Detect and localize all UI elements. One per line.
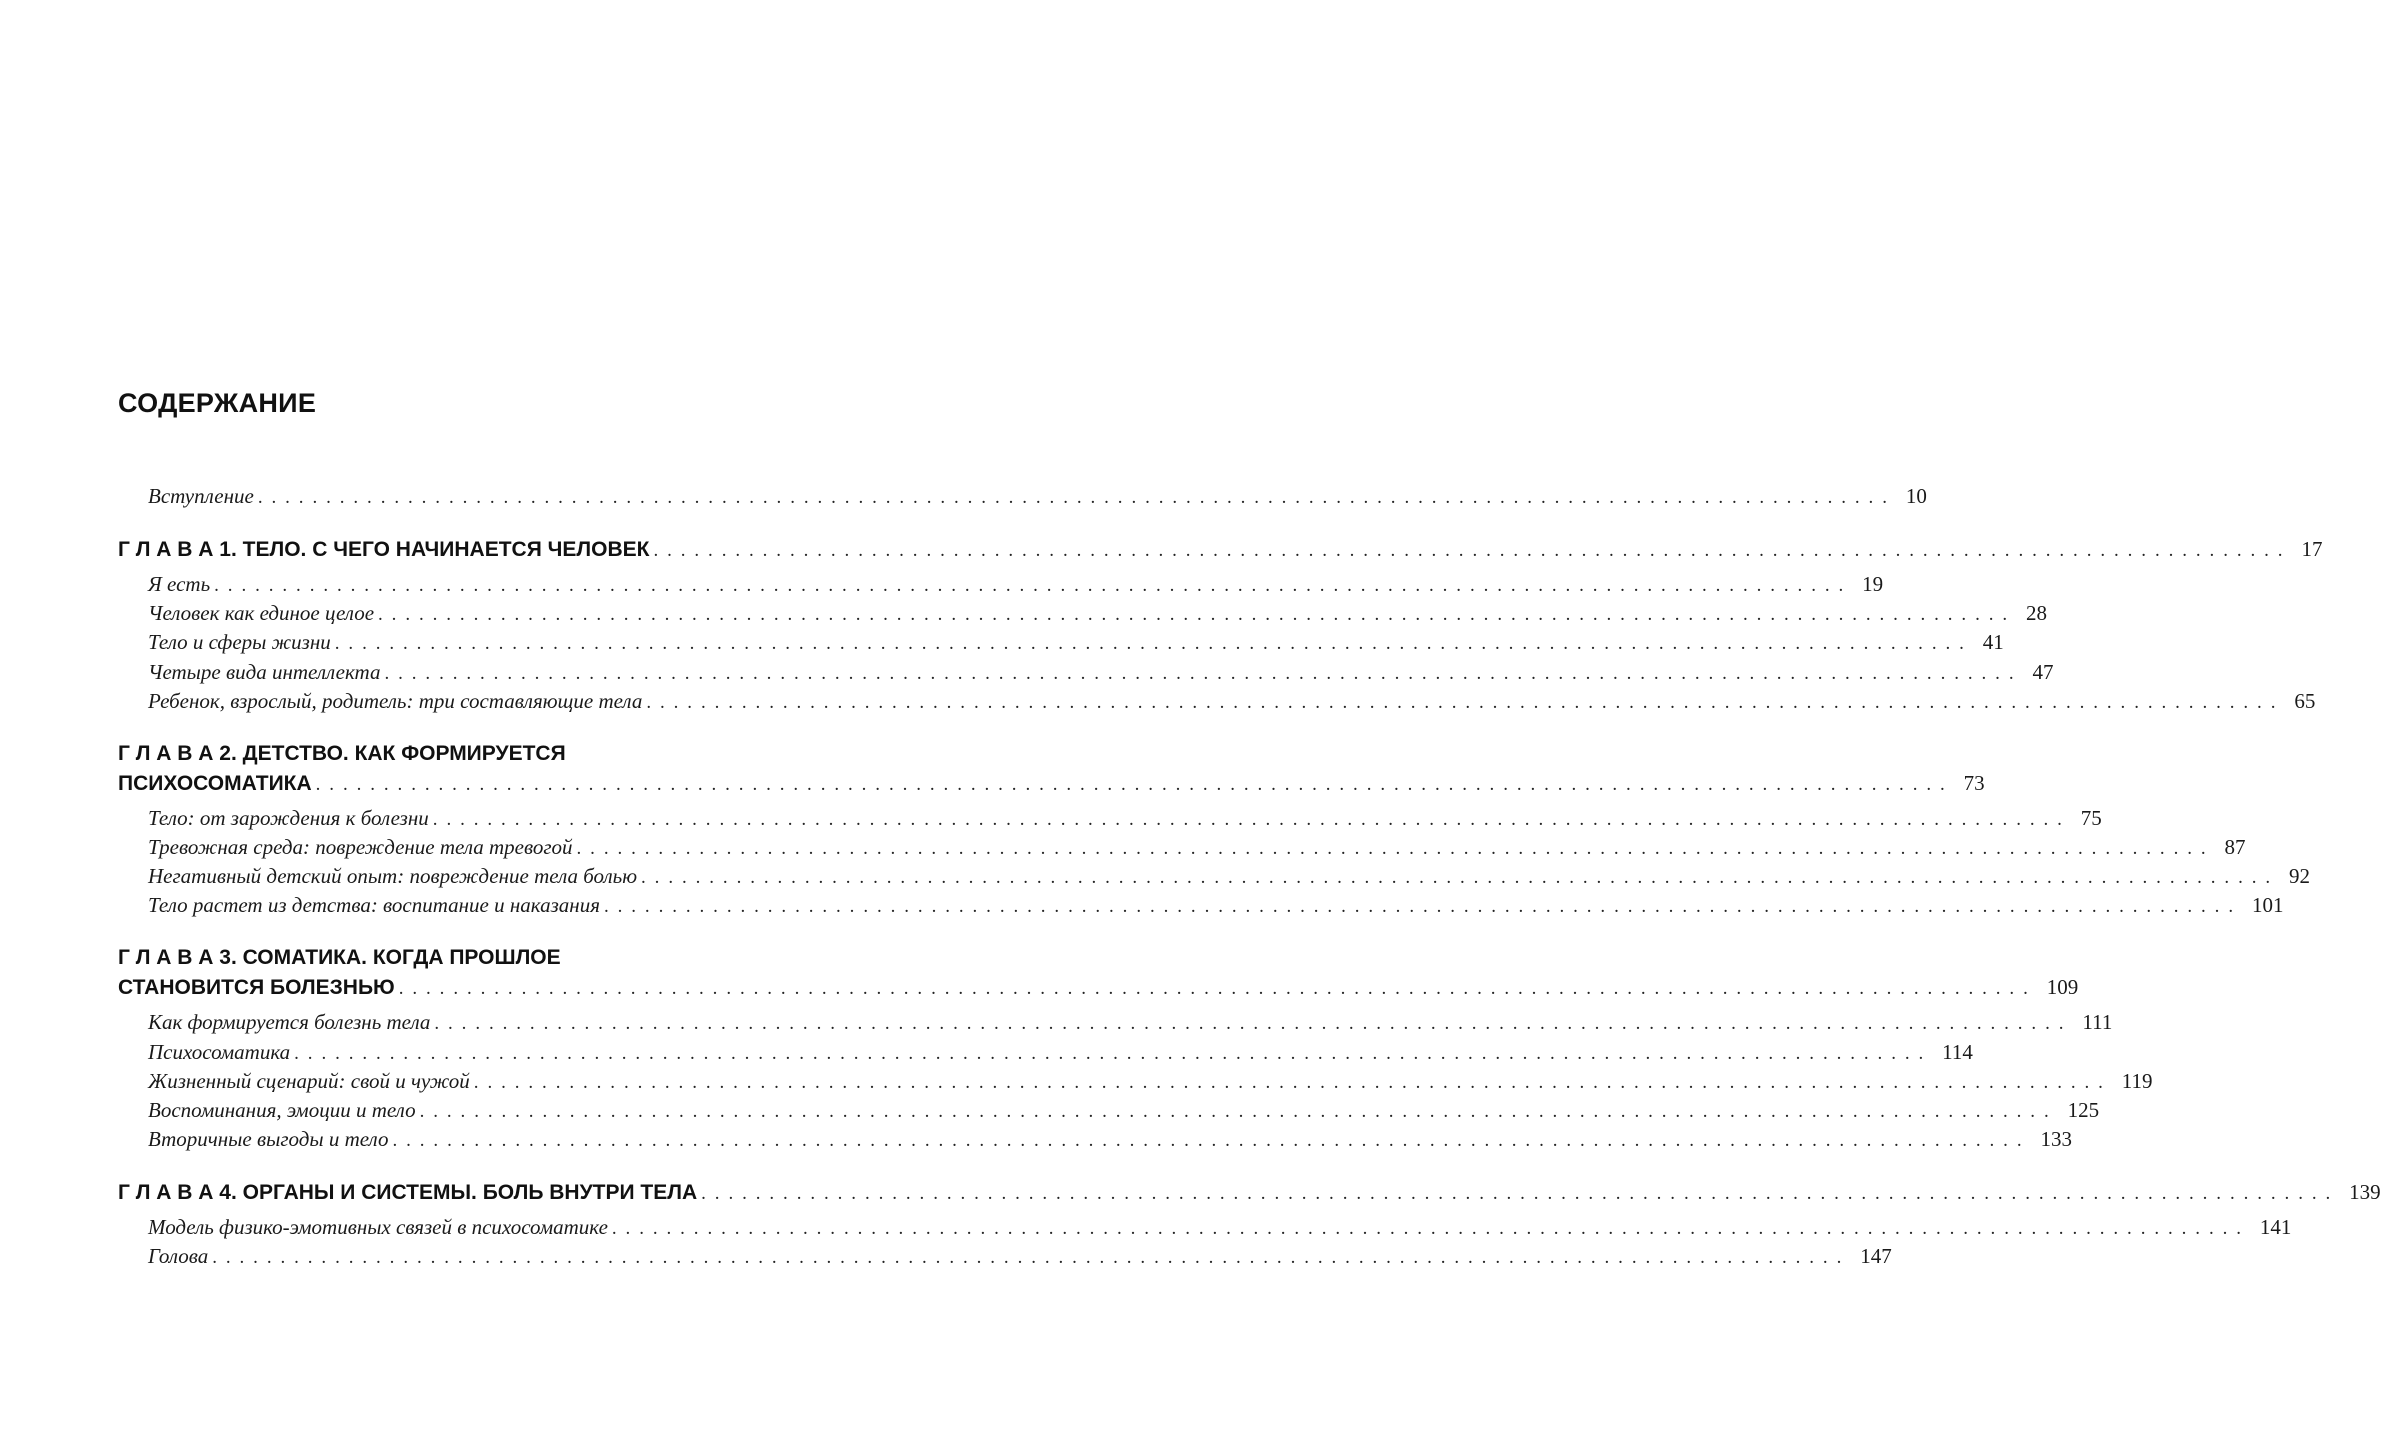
dot-leader: ........................................................................................................................ <box>576 838 2215 859</box>
toc-entry[interactable] <box>148 864 2311 889</box>
entry-label: Голова <box>148 1244 209 1268</box>
chapter-title: Г Л А В А 1. ТЕЛО. С ЧЕГО НАЧИНАЕТСЯ ЧЕЛОВЕК <box>118 538 650 561</box>
dot-leader: ........................................................................................................................ <box>419 1101 2058 1122</box>
dot-leader: ........................................................................................................................ <box>212 1247 1851 1268</box>
chapter-title: СТАНОВИТСЯ БОЛЕЗНЬЮ <box>118 976 395 999</box>
chapter-2-heading-line1[interactable]: Г Л А В А 2. ДЕТСТВО. КАК ФОРМИРУЕТСЯ <box>118 742 566 765</box>
entry-label: Ребенок, взрослый, родитель: три составляющие тела <box>148 689 643 713</box>
entry-label: Воспоминания, эмоции и тело <box>148 1098 416 1122</box>
dot-leader: ........................................................................................................................ <box>257 487 1896 508</box>
dot-leader: ........................................................................................................................ <box>315 774 1954 795</box>
toc-entry[interactable] <box>148 572 1884 597</box>
page-number: 47 <box>2032 660 2054 684</box>
page-number: 147 <box>1860 1244 1892 1268</box>
page-title: СОДЕРЖАНИЕ <box>118 388 317 418</box>
dot-leader: ........................................................................................................................ <box>434 1013 2073 1034</box>
dot-leader: ........................................................................................................................ <box>334 633 1973 654</box>
toc-entry[interactable] <box>148 601 2048 626</box>
page-number: 109 <box>2046 975 2079 999</box>
toc-entry[interactable] <box>148 835 2246 860</box>
chapter-title: ПСИХОСОМАТИКА <box>118 772 312 795</box>
toc-entry[interactable] <box>148 1040 1973 1065</box>
dot-leader: ........................................................................................................................ <box>641 867 2280 888</box>
dot-leader: ........................................................................................................................ <box>378 604 2017 625</box>
page-number: 141 <box>2259 1215 2292 1239</box>
toc-entry[interactable] <box>148 1215 2292 1240</box>
page-number: 87 <box>2224 835 2246 859</box>
chapter-3-heading-line1[interactable]: Г Л А В А 3. СОМАТИКА. КОГДА ПРОШЛОЕ <box>118 946 561 969</box>
page-number: 133 <box>2040 1127 2072 1151</box>
toc-entry[interactable] <box>148 1244 1892 1269</box>
page-number: 65 <box>2294 689 2316 713</box>
page-number: 119 <box>2121 1069 2153 1093</box>
toc-entry[interactable] <box>148 893 2284 918</box>
chapter-1-heading[interactable] <box>118 537 2323 562</box>
page-number: 73 <box>1963 771 1985 795</box>
dot-leader: ........................................................................................................................ <box>701 1183 2340 1204</box>
toc-entry[interactable] <box>148 1010 2113 1035</box>
entry-label: Вторичные выгоды и тело <box>148 1127 389 1151</box>
entry-label: Как формируется болезнь тела <box>148 1010 431 1034</box>
page-number: 75 <box>2080 806 2102 830</box>
dot-leader: ........................................................................................................................ <box>611 1218 2250 1239</box>
dot-leader: ........................................................................................................................ <box>294 1043 1933 1064</box>
page-number: 125 <box>2067 1098 2100 1122</box>
chapter-3-heading[interactable] <box>118 975 2079 1000</box>
dot-leader: ........................................................................................................................ <box>398 978 2037 999</box>
entry-label: Человек как единое целое <box>148 601 375 625</box>
entry-label: Вступление <box>148 484 254 508</box>
page-number: 92 <box>2289 864 2311 888</box>
toc-entry[interactable] <box>148 806 2102 831</box>
dot-leader: ........................................................................................................................ <box>473 1072 2112 1093</box>
page-number: 101 <box>2251 893 2284 917</box>
dot-leader: ........................................................................................................................ <box>603 896 2242 917</box>
toc-entry[interactable] <box>148 630 2004 655</box>
dot-leader: ........................................................................................................................ <box>653 540 2292 561</box>
entry-label: Четыре вида интеллекта <box>148 660 381 684</box>
entry-label: Тело и сферы жизни <box>148 630 331 654</box>
toc-entry[interactable] <box>148 1127 2072 1152</box>
page-number: 139 <box>2349 1180 2381 1204</box>
dot-leader: ........................................................................................................................ <box>392 1130 2031 1151</box>
page-number: 10 <box>1905 484 1927 508</box>
dot-leader: ........................................................................................................................ <box>384 663 2023 684</box>
dot-leader: ........................................................................................................................ <box>646 692 2285 713</box>
chapter-title: Г Л А В А 4. ОРГАНЫ И СИСТЕМЫ. БОЛЬ ВНУТРИ ТЕЛА <box>118 1181 698 1204</box>
entry-label: Тревожная среда: повреждение тела тревогой <box>148 835 573 859</box>
page-number: 41 <box>1982 630 2004 654</box>
entry-label: Я есть <box>148 572 211 596</box>
entry-label: Жизненный сценарий: свой и чужой <box>148 1069 470 1093</box>
entry-label: Тело растет из детства: воспитание и наказания <box>148 893 600 917</box>
entry-label: Психосоматика <box>148 1040 291 1064</box>
page-number: 17 <box>2301 537 2323 561</box>
dot-leader: ........................................................................................................................ <box>432 809 2071 830</box>
page-number: 114 <box>1942 1040 1973 1064</box>
dot-leader: ........................................................................................................................ <box>214 575 1853 596</box>
entry-label: Негативный детский опыт: повреждение тела болью <box>148 864 638 888</box>
toc-entry[interactable] <box>148 660 2054 685</box>
page-number: 28 <box>2026 601 2048 625</box>
toc-entry-intro[interactable] <box>148 484 1927 509</box>
chapter-2-heading[interactable] <box>118 771 1985 796</box>
entry-label: Тело: от зарождения к болезни <box>148 806 429 830</box>
toc-entry[interactable] <box>148 1098 2100 1123</box>
entry-label: Модель физико-эмотивных связей в психосоматике <box>148 1215 608 1239</box>
toc-entry[interactable] <box>148 689 2316 714</box>
page-number: 111 <box>2082 1010 2113 1034</box>
toc-entry[interactable] <box>148 1069 2153 1094</box>
chapter-4-heading[interactable] <box>118 1180 2381 1205</box>
page-number: 19 <box>1862 572 1884 596</box>
